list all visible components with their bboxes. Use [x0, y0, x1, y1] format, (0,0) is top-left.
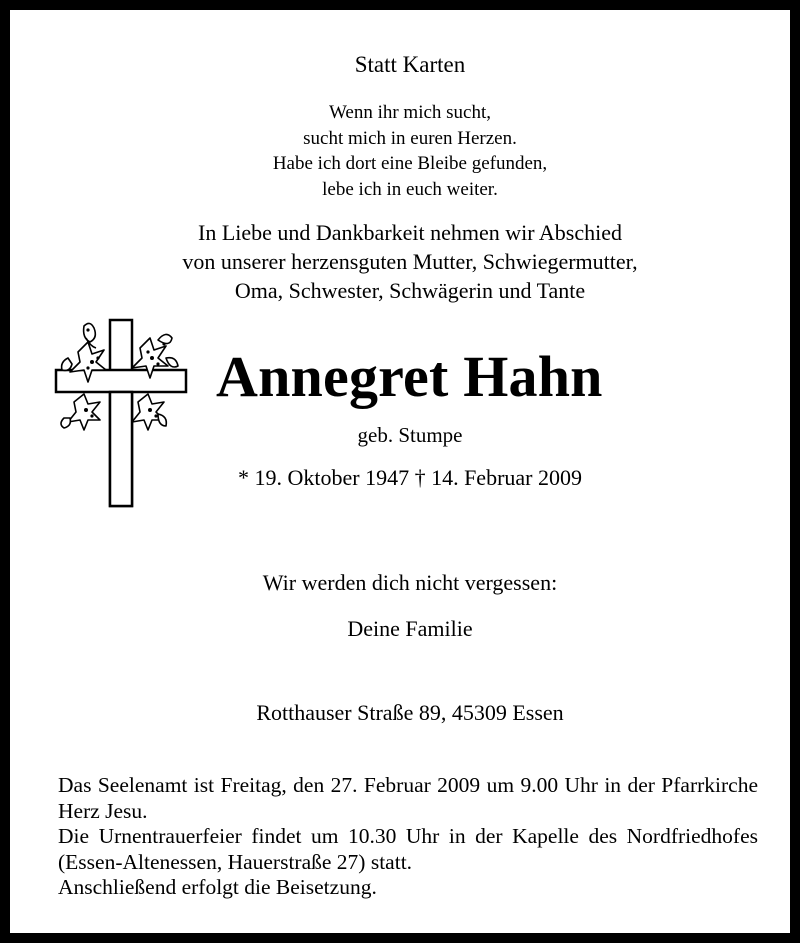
- notice-line: Das Seelenamt ist Freitag, den 27. Februar 2009 um 9.00 Uhr in der Pfarrkirche Herz Jesu.: [58, 773, 758, 823]
- farewell-text: [10, 218, 800, 305]
- service-notice: [58, 773, 758, 901]
- farewell-line: In Liebe und Dankbarkeit nehmen wir Abschied: [198, 220, 622, 245]
- maiden-name: geb. Stumpe: [357, 423, 463, 447]
- family-signature: Deine Familie: [347, 616, 473, 641]
- verse-line: sucht mich in euren Herzen.: [303, 127, 517, 149]
- verse-line: Habe ich dort eine Bleibe gefunden,: [272, 153, 548, 174]
- farewell-line: Oma, Schwester, Schwägerin und Tante: [234, 278, 586, 303]
- farewell-line: von unserer herzensguten Mutter, Schwiegermutter,: [182, 249, 638, 274]
- life-dates: * 19. Oktober 1947 † 14. Februar 2009: [237, 465, 582, 490]
- verse-line: Wenn ihr mich sucht,: [328, 102, 492, 123]
- family-address: Rotthauser Straße 89, 45309 Essen: [256, 700, 564, 725]
- verse-line: lebe ich in euch weiter.: [322, 178, 498, 200]
- intro-heading: Statt Karten: [354, 52, 466, 77]
- notice-line: Die Urnentrauerfeier findet um 10.30 Uhr in der Kapelle des Nordfriedhofes (Essen-Altenessen, Hauerstraße 27) statt.: [58, 824, 758, 874]
- deceased-name: Annegret Hahn: [216, 344, 603, 409]
- notice-line: Anschließend erfolgt die Beisetzung.: [58, 875, 377, 899]
- closing-line: Wir werden dich nicht vergessen:: [262, 570, 558, 595]
- verse: [10, 100, 800, 202]
